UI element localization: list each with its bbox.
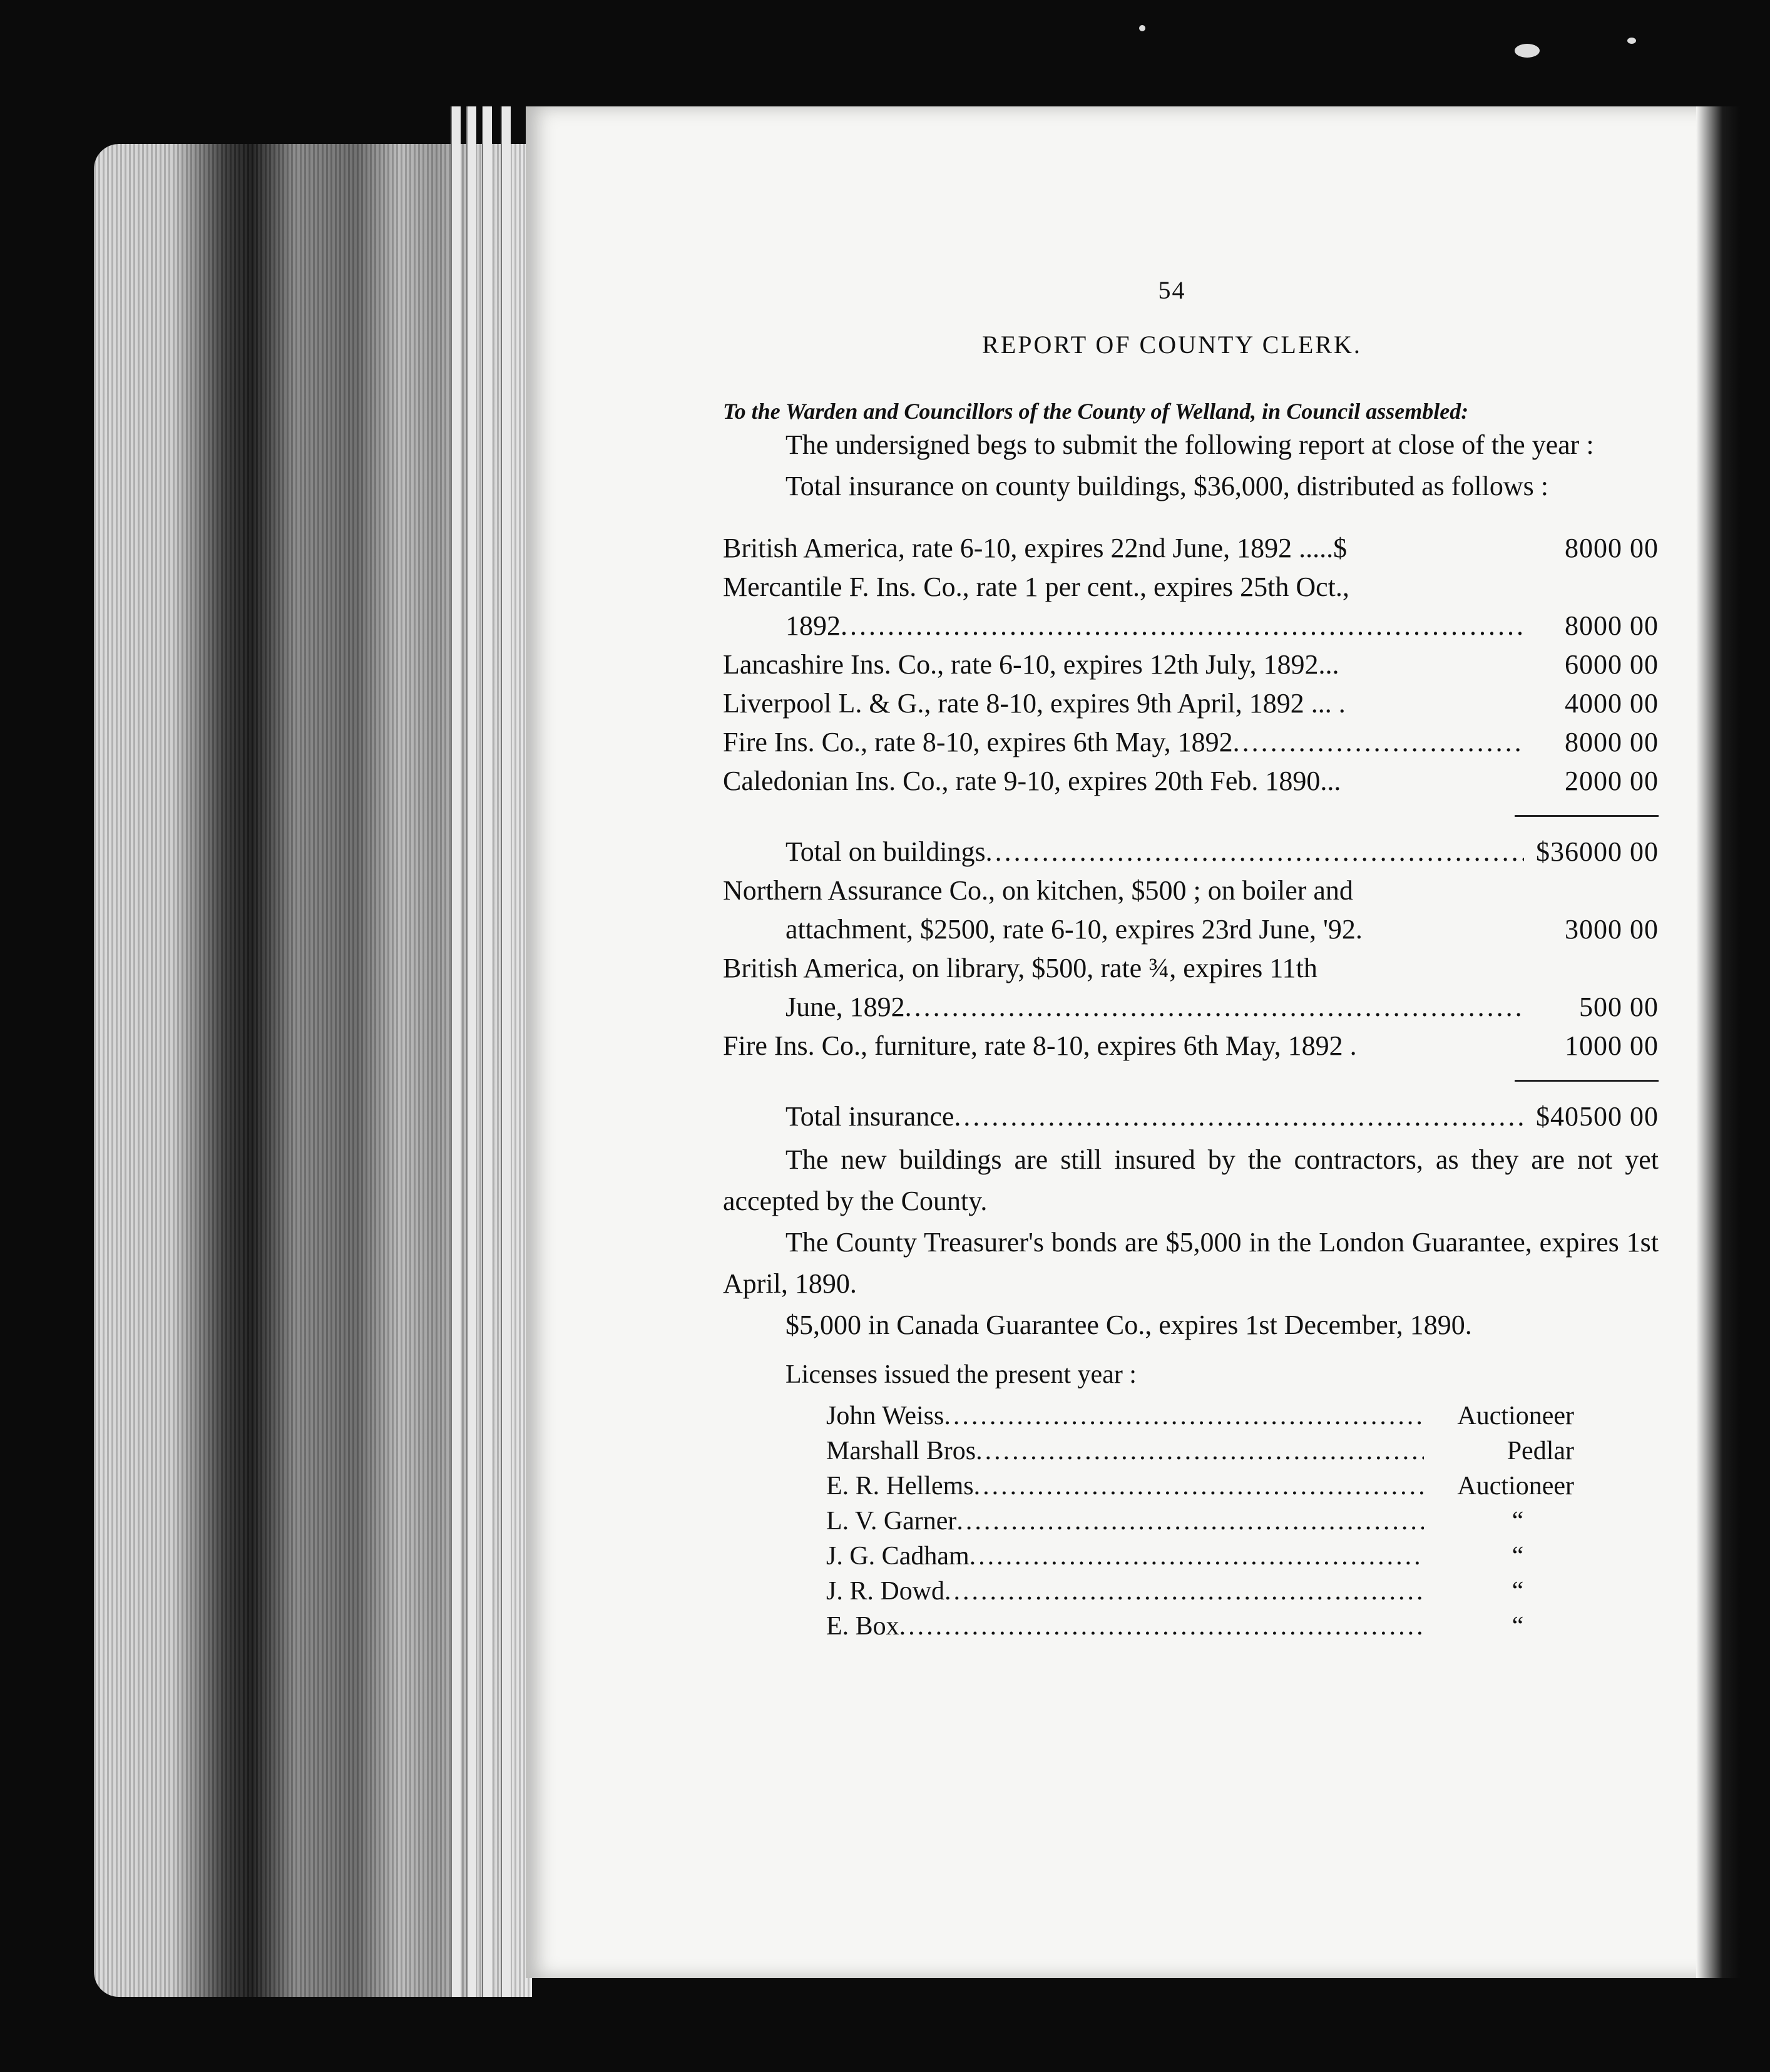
leader-dots [974, 1471, 1424, 1501]
policy-description: Fire Ins. Co., furniture, rate 8-10, expires 6th May, 1892 . [723, 1030, 1357, 1061]
license-type: Pedlar [1507, 1437, 1574, 1465]
licensee-name: John Weiss [826, 1402, 944, 1430]
policy-row [723, 991, 1659, 1030]
licensee-name: Marshall Bros [826, 1437, 976, 1465]
leader-dots [944, 1576, 1424, 1606]
policy-description: Lancashire Ins. Co., rate 6-10, expires 12th July, 1892... [723, 649, 1339, 680]
leader-dots [969, 1541, 1424, 1571]
page-edge-strip [466, 106, 476, 1997]
license-row [826, 1471, 1574, 1506]
total-insurance-paragraph: Total insurance on county buildings, $36,000, distributed as follows : [785, 471, 1549, 501]
leader-dots [905, 991, 1524, 1023]
policy-row [723, 874, 1659, 913]
leader-dots [986, 836, 1524, 868]
new-buildings-paragraph: The new buildings are still insured by the contractors, as they are not yet accepted by the County. [723, 1144, 1659, 1216]
page-edge-strip [451, 106, 461, 1997]
license-row [826, 1436, 1574, 1471]
treasurer-bonds-paragraph: The County Treasurer's bonds are $5,000 in the London Guarantee, expires 1st April, 1890. [723, 1227, 1659, 1299]
license-row [826, 1401, 1574, 1436]
page-edge-strip [501, 106, 511, 1997]
license-list [723, 1401, 1574, 1646]
policy-description: Liverpool L. & G., rate 8-10, expires 9th April, 1892 ... . [723, 688, 1346, 719]
policy-row [723, 765, 1659, 804]
policy-row [723, 610, 1659, 649]
licensee-name: L. V. Garner [826, 1507, 957, 1536]
licensee-name: J. R. Dowd [826, 1577, 945, 1606]
policy-row [723, 687, 1659, 726]
policy-row [723, 952, 1659, 991]
page-number: 54 [1158, 276, 1186, 304]
licensee-name: E. Box [826, 1612, 899, 1641]
ditto-mark: “ [1512, 1612, 1524, 1641]
policy-row [723, 649, 1659, 687]
leader-dots [841, 610, 1524, 642]
policy-amount: 3000 00 [1565, 914, 1659, 945]
license-row [826, 1506, 1574, 1541]
scan-speck [1139, 25, 1145, 31]
page-edge-strip [482, 106, 492, 1997]
grand-total-amount: $40500 00 [1536, 1101, 1659, 1132]
page-content [723, 275, 1659, 1646]
policy-description: Fire Ins. Co., rate 8-10, expires 6th May, 1892 [723, 727, 1233, 757]
sum-rule [1515, 815, 1659, 817]
buildings-total-amount: $36000 00 [1536, 836, 1659, 867]
policy-amount: 4000 00 [1565, 688, 1659, 719]
policy-amount: 500 00 [1579, 992, 1659, 1022]
policy-description: 1892 [785, 610, 841, 641]
ditto-mark: “ [1512, 1507, 1524, 1536]
intro-paragraph: The undersigned begs to submit the following report at close of the year : [785, 429, 1594, 460]
policy-amount: 1000 00 [1565, 1030, 1659, 1061]
buildings-total-row [723, 836, 1659, 874]
sum-rule [1515, 1080, 1659, 1082]
policy-row [723, 532, 1659, 571]
leader-dots [944, 1401, 1424, 1431]
ditto-mark: “ [1512, 1577, 1524, 1606]
licensee-name: J. G. Cadham [826, 1542, 969, 1571]
page-gutter-shadow [1696, 106, 1740, 1978]
policy-amount: 6000 00 [1565, 649, 1659, 680]
policy-description: British America, rate 6-10, expires 22nd June, 1892 .....$ [723, 533, 1348, 563]
policy-amount: 2000 00 [1565, 766, 1659, 796]
license-type: Auctioneer [1457, 1402, 1574, 1430]
grand-total-row [723, 1100, 1659, 1139]
policy-amount: 8000 00 [1565, 727, 1659, 757]
policy-description: Caledonian Ins. Co., rate 9-10, expires 20th Feb. 1890... [723, 766, 1341, 796]
policy-amount: 8000 00 [1565, 533, 1659, 563]
policy-description: June, 1892 [785, 992, 905, 1022]
policy-description: British America, on library, $500, rate ¾, expires 11th [723, 953, 1317, 983]
policy-row [723, 726, 1659, 765]
license-row [826, 1576, 1574, 1611]
policy-row [723, 571, 1659, 610]
license-row [826, 1611, 1574, 1646]
leader-dots [954, 1100, 1524, 1132]
grand-total-label: Total insurance [785, 1101, 954, 1132]
salutation: To the Warden and Councillors of the County of Welland, in Council assembled: [723, 399, 1469, 424]
license-row [826, 1541, 1574, 1576]
policy-amount: 8000 00 [1565, 610, 1659, 641]
ditto-mark: “ [1512, 1542, 1524, 1571]
scan-speck [1627, 38, 1636, 44]
leader-dots [956, 1506, 1424, 1536]
leader-dots [976, 1436, 1424, 1466]
canada-guarantee-paragraph: $5,000 in Canada Guarantee Co., expires 1st December, 1890. [785, 1310, 1472, 1340]
policy-row [723, 1030, 1659, 1069]
policy-description: attachment, $2500, rate 6-10, expires 23rd June, '92. [785, 914, 1363, 945]
report-title: REPORT OF COUNTY CLERK. [982, 331, 1362, 359]
license-type: Auctioneer [1457, 1472, 1574, 1500]
leader-dots [899, 1611, 1424, 1641]
licenses-heading: Licenses issued the present year : [785, 1360, 1137, 1389]
policy-row [723, 913, 1659, 952]
buildings-total-label: Total on buildings [785, 836, 986, 867]
policy-list [723, 532, 1659, 1139]
leader-dots [1233, 726, 1524, 758]
licensee-name: E. R. Hellems [826, 1472, 974, 1500]
policy-description: Northern Assurance Co., on kitchen, $500 ; on boiler and [723, 875, 1353, 906]
policy-description: Mercantile F. Ins. Co., rate 1 per cent., expires 25th Oct., [723, 572, 1349, 602]
scan-speck [1515, 44, 1540, 58]
